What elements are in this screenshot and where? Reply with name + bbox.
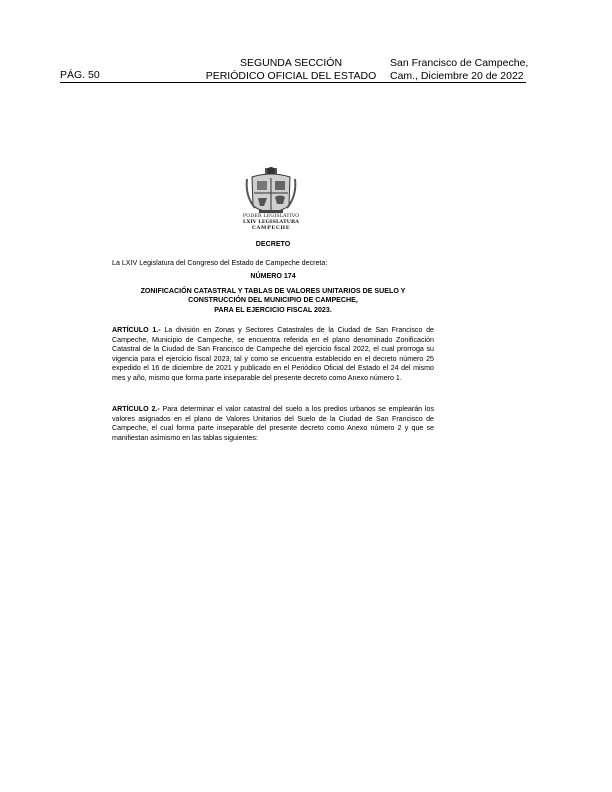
place-line-1: San Francisco de Campeche,	[390, 57, 529, 69]
article-1-label: ARTÍCULO 1.-	[112, 326, 161, 334]
article-1	[112, 326, 434, 384]
place-line-2: Cam., Diciembre 20 de 2022	[390, 70, 524, 82]
decree-subject	[112, 287, 434, 315]
section-title	[200, 57, 382, 83]
article-1-text: La división en Zonas y Sectores Catastrales de la Ciudad de San Francisco de Campeche, Municipio de Campeche, se encuentra referida en el plano denominado Zonificación Catastral de la Ciudad de San Francisco de Campeche del ejercicio fiscal 2022, el cual prorroga su vigencia para el ejercicio fiscal 2023, tal y como se encuentra establecido en el decreto número 25 expedido el 16 de diciembre de 2021 y publicado en el Periódico Oficial del Estado el 24 del mismo mes y año, mismo que forma parte inseparable del presente decreto como Anexo número 1.	[112, 326, 434, 382]
article-2-label: ARTÍCULO 2.-	[112, 405, 160, 413]
decree-title: DECRETO	[255, 240, 291, 248]
section-line-1: SEGUNDA SECCIÓN	[239, 57, 343, 69]
publication-place-date	[390, 57, 540, 83]
article-2	[112, 405, 434, 443]
section-line-2: PERIÓDICO OFICIAL DEL ESTADO	[205, 70, 377, 82]
seal-line-2: LXIV LEGISLATURA	[242, 219, 300, 225]
page-number: PÁG. 50	[60, 69, 100, 81]
seal-caption	[236, 213, 306, 231]
seal-line-3: CAMPECHE	[251, 225, 291, 231]
header-rule	[60, 82, 526, 83]
subject-line-2: CONSTRUCCIÓN DEL MUNICIPIO DE CAMPECHE,	[188, 296, 358, 305]
subject-line-1: ZONIFICACIÓN CATASTRAL Y TABLAS DE VALORES UNITARIOS DE SUELO Y	[140, 287, 406, 295]
seal-line-1: PODER LEGISLATIVO	[242, 213, 300, 219]
article-2-text: Para determinar el valor catastral del suelo a los predios urbanos se emplearán los valores asignados en el plano de Valores Unitarios del Suelo de la Ciudad de San Francisco de Campeche, el cual forma parte inseparable del presente decreto como Anexo número 2 y que se manifiestan asimismo en las tablas siguientes:	[112, 405, 434, 442]
intro-paragraph: La LXIV Legislatura del Congreso del Estado de Campeche decreta:	[112, 259, 328, 267]
decree-number: NÚMERO 174	[250, 272, 296, 280]
subject-line-3: PARA EL EJERCICIO FISCAL 2023.	[214, 305, 332, 314]
